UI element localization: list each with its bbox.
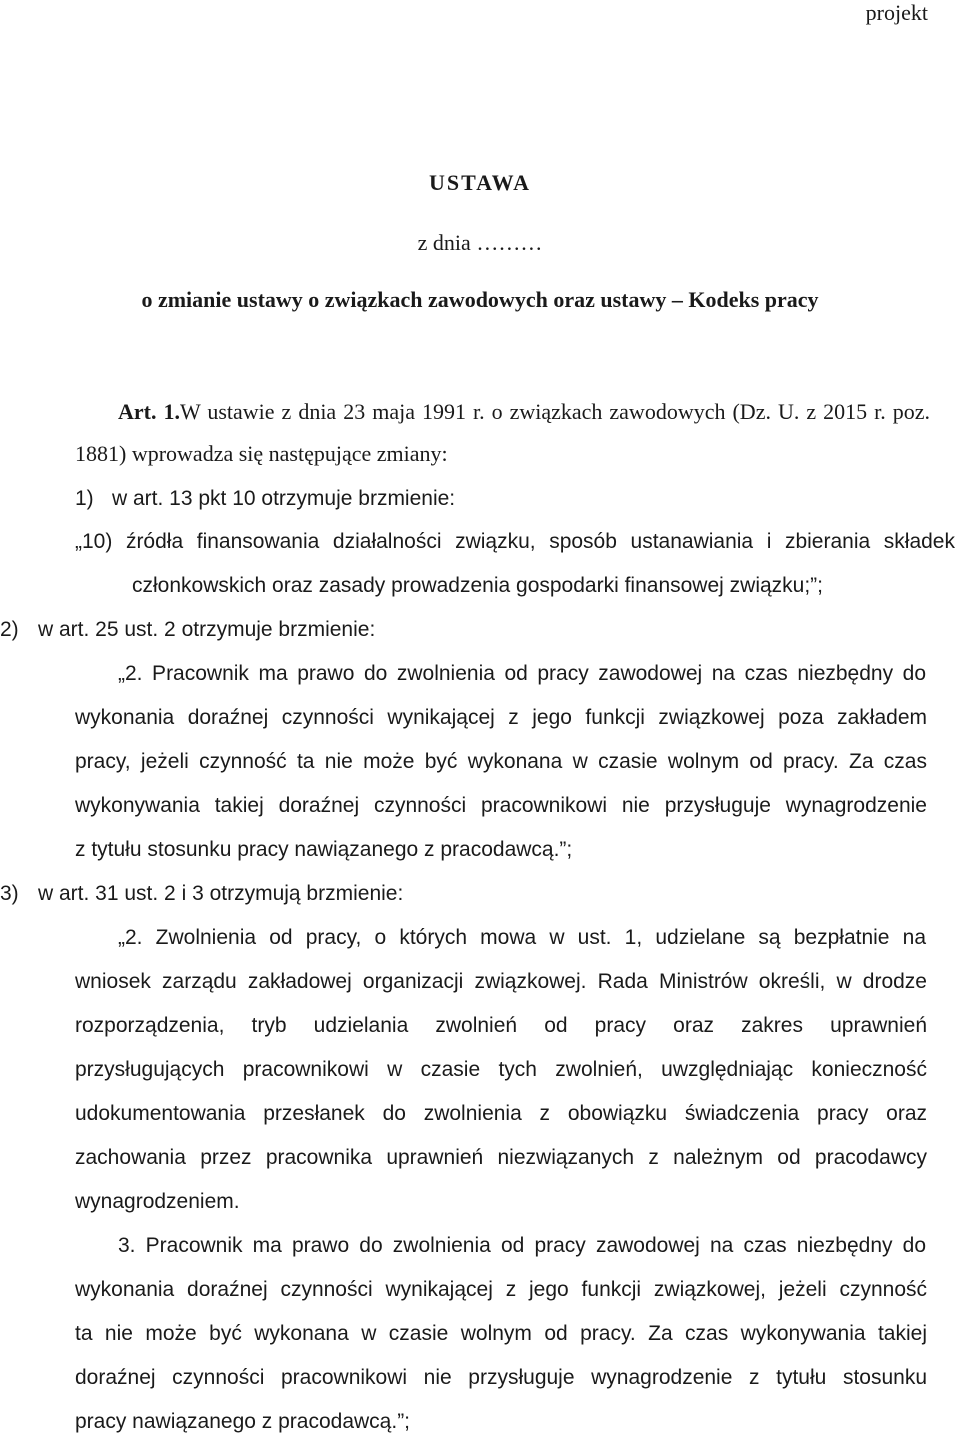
item-text-line: rozporządzenia, tryb udzielania zwolnień od pracy oraz zakres uprawnień: [75, 1014, 927, 1037]
item-text-line: z tytułu stosunku pracy nawiązanego z pracodawcą.”;: [75, 838, 573, 861]
item-text-line: pracy nawiązanego z pracodawcą.”;: [75, 1410, 411, 1433]
item-text-line: „2. Pracownik ma prawo do zwolnienia od pracy zawodowej na czas niezbędny do: [118, 662, 926, 685]
item-text-line: pracy, jeżeli czynność ta nie może być wykonana w czasie wolnym od pracy. Za czas: [75, 750, 927, 773]
item-text-line: ta nie może być wykonana w czasie wolnym od pracy. Za czas wykonywania takiej: [75, 1322, 927, 1345]
item-text-line: udokumentowania przesłanek do zwolnienia z obowiązku świadczenia pracy oraz: [75, 1102, 927, 1125]
item-text-line: „10) źródła finansowania działalności związku, sposób ustanawiania i zbierania składek: [75, 530, 955, 553]
item-text-line: „2. Zwolnienia od pracy, o których mowa w ust. 1, udzielane są bezpłatnie na: [118, 926, 926, 949]
item-text-line: wykonywania takiej doraźnej czynności pracownikowi nie przysługuje wynagrodzenie: [75, 794, 927, 817]
item-text-line: 3. Pracownik ma prawo do zwolnienia od pracy zawodowej na czas niezbędny do: [118, 1234, 926, 1257]
item-text-line: wynagrodzeniem.: [75, 1190, 240, 1213]
item-text-line: wykonania doraźnej czynności wynikającej z jego funkcji związkowej, jeżeli czynność: [75, 1278, 927, 1301]
act-subject: o zmianie ustawy o związkach zawodowych oraz ustawy – Kodeks pracy: [141, 287, 819, 312]
draft-marker: projekt: [865, 0, 928, 25]
article-intro-line-2: 1881) wprowadza się następujące zmiany:: [75, 441, 448, 466]
item-number: 2): [0, 618, 19, 641]
article-intro-line: [118, 398, 930, 426]
item-number: 3): [0, 882, 19, 905]
item-text-line: zachowania przez pracownika uprawnień niezwiązanych z należnym od pracodawcy: [75, 1146, 927, 1169]
item-text-line: doraźnej czynności pracownikowi nie przysługuje wynagrodzenie z tytułu stosunku: [75, 1366, 927, 1389]
item-heading: w art. 25 ust. 2 otrzymuje brzmienie:: [38, 618, 376, 641]
item-text-line: przysługujących pracownikowi w czasie tych zwolnień, uwzględniając konieczność: [75, 1058, 927, 1081]
item-text-line: członkowskich oraz zasady prowadzenia gospodarki finansowej związku;”;: [132, 574, 824, 597]
item-text-line: wniosek zarządu zakładowej organizacji związkowej. Rada Ministrów określi, w drodze: [75, 970, 927, 993]
item-number: 1): [75, 487, 94, 510]
article-label: Art. 1.: [118, 399, 180, 424]
item-heading: w art. 31 ust. 2 i 3 otrzymują brzmienie:: [38, 882, 404, 905]
act-title: USTAWA: [428, 170, 532, 195]
item-text-line: wykonania doraźnej czynności wynikającej z jego funkcji związkowej poza zakładem: [75, 706, 927, 729]
act-date: z dnia ………: [417, 230, 543, 255]
article-intro-text: W ustawie z dnia 23 maja 1991 r. o związkach zawodowych (Dz. U. z 2015 r. poz.: [179, 399, 930, 424]
item-heading: w art. 13 pkt 10 otrzymuje brzmienie:: [112, 487, 456, 510]
